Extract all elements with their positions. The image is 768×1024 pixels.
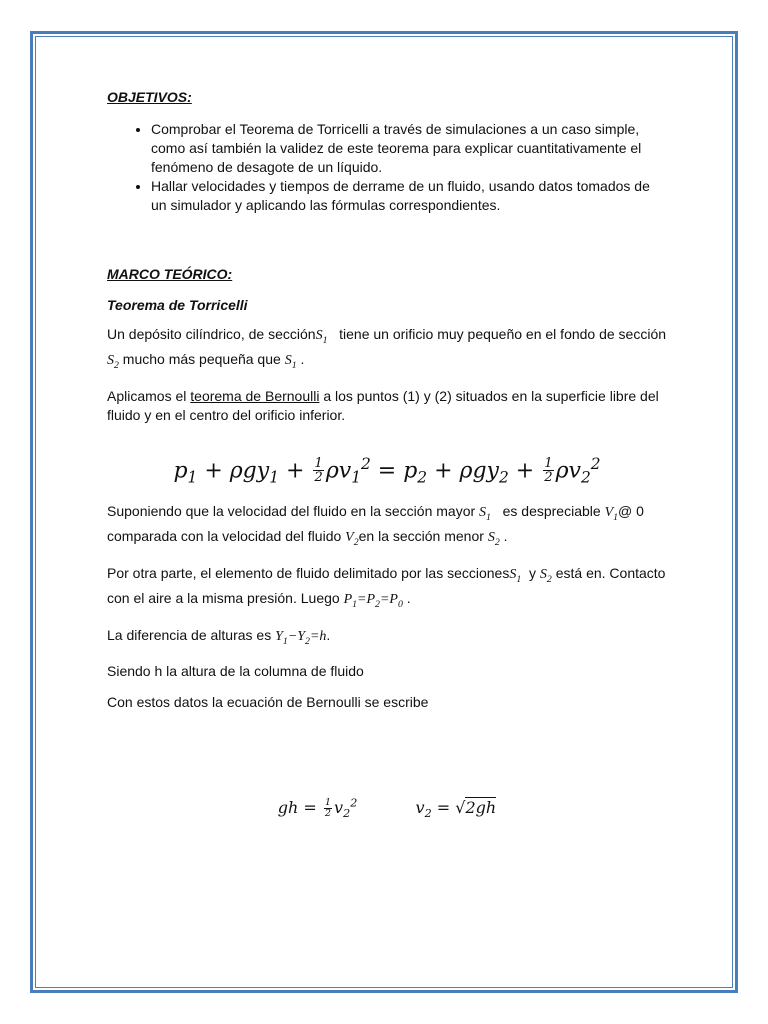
objetivos-heading: OBJETIVOS: <box>107 89 192 105</box>
paragraph-deposito: Un depósito cilíndrico, de secciónS$_1$ tiene un orificio muy pequeño en el fondo de sección $S_2$ mucho más pequeña que $S_1$ . <box>107 326 667 371</box>
torricelli-subheading: Teorema de Torricelli <box>107 297 248 313</box>
bernoulli-link[interactable]: teorema de Bernoulli <box>190 387 320 404</box>
v2-equation: $v_2 = √2gh$ <box>415 797 497 820</box>
bernoulli-equation: $p_1 + \rho gy_1$ + $\frac{1}{2}$ $\rho v_1^2 = p_2 + \rho gy_2$ + $\frac{1}{2}$ $\rho v_2^2$ <box>173 454 601 487</box>
objetivo-item: • Hallar velocidades y tiempos de derrame de un fluido, usando datos tomados de un simulador y aplicando las fórmulas correspondientes. <box>151 177 667 215</box>
paragraph-suponiendo: Suponiendo que la velocidad del fluido en la sección mayor $S_1$ es despreciable $V_1@$ 0 comparada con la velocidad del fluido $V_2en$ la sección menor $S_2$ . <box>107 503 644 548</box>
gh-equation: gh = $\frac{1}{2}$ $v_2^2$ <box>277 796 358 820</box>
paragraph-altura: Siendo h la altura de la columna de fluido <box>107 663 364 680</box>
paragraph-bernoulli: Aplicamos el teorema de Bernoulli a los puntos (1) y (2) situados en la superficie libre del fluido y en el centro del orificio inferior. <box>107 387 659 423</box>
objetivos-list <box>107 120 667 215</box>
marco-heading: MARCO TEÓRICO: <box>107 266 233 282</box>
paragraph-diferencia: La diferencia de alturas es $Y_1-Y_2=h$. <box>107 626 331 647</box>
paragraph-secciones: Por otra parte, el elemento de fluido delimitado por las seccionesS$_1$ y $S_2$ está en. Contacto con el aire a la misma presión. Luego $P_1=P_2=P_0$ . <box>107 564 666 610</box>
document-body <box>107 88 667 827</box>
paragraph-ecuacion: Con estos datos la ecuación de Bernoulli se escribe <box>107 694 429 711</box>
objetivo-item: • Comprobar el Teorema de Torricelli a través de simulaciones a un caso simple, como así también la validez de este teorema para explicar cuantitativamente el fenómeno de desagote de un líquido. <box>151 120 667 177</box>
torricelli-equations <box>107 790 667 827</box>
